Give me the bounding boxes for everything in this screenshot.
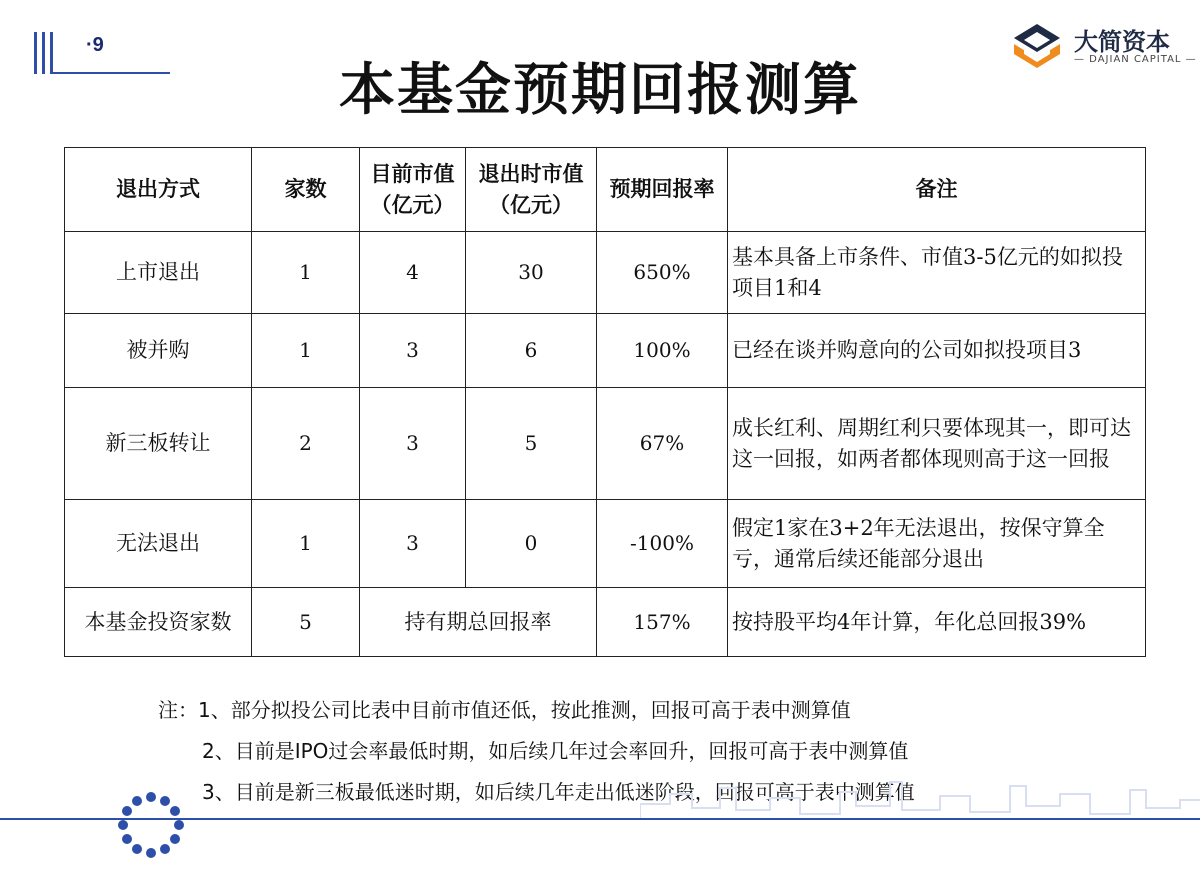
cell-note: 已经在谈并购意向的公司如拟投项目3 xyxy=(728,314,1146,388)
cell-exit: 30 xyxy=(466,232,597,314)
cell-exit: 0 xyxy=(466,500,597,588)
header-current-value xyxy=(360,148,466,232)
cell-exit: 6 xyxy=(466,314,597,388)
cell-exit: 5 xyxy=(466,388,597,500)
table-header-row xyxy=(65,148,1146,232)
skyline-decoration xyxy=(640,770,1200,818)
cell-total-return: 157% xyxy=(597,588,728,657)
page-title: 本基金预期回报测算 xyxy=(339,57,861,123)
table-row xyxy=(65,500,1146,588)
header-current-value-line2: （亿元） xyxy=(370,192,455,217)
cell-method: 新三板转让 xyxy=(65,388,252,500)
cell-total-return-label: 持有期总回报率 xyxy=(360,588,597,657)
table-row xyxy=(65,388,1146,500)
cell-method: 无法退出 xyxy=(65,500,252,588)
cell-method: 被并购 xyxy=(65,314,252,388)
header-exit-value-line2: （亿元） xyxy=(489,192,573,217)
header-exit-value xyxy=(466,148,597,232)
logo-name-cn: 大简资本 xyxy=(1074,28,1170,56)
page-number: ·9 xyxy=(86,34,104,56)
cell-return: -100% xyxy=(597,500,728,588)
returns-table xyxy=(64,147,1146,657)
header-expected-return: 预期回报率 xyxy=(597,148,728,232)
cell-summary-note: 按持股平均4年计算，年化总回报39% xyxy=(728,588,1146,657)
logo-name-en: — DAJIAN CAPITAL — xyxy=(1074,54,1197,65)
header-count: 家数 xyxy=(252,148,360,232)
cell-return: 650% xyxy=(597,232,728,314)
cell-note: 假定1家在3+2年无法退出，按保守算全亏，通常后续还能部分退出 xyxy=(728,500,1146,588)
cell-current: 3 xyxy=(360,500,466,588)
cell-current: 4 xyxy=(360,232,466,314)
cell-return: 100% xyxy=(597,314,728,388)
table-row xyxy=(65,314,1146,388)
table-summary-row xyxy=(65,588,1146,657)
cell-count: 1 xyxy=(252,314,360,388)
header-exit-method: 退出方式 xyxy=(65,148,252,232)
cell-count: 1 xyxy=(252,500,360,588)
table-row xyxy=(65,232,1146,314)
cell-current: 3 xyxy=(360,314,466,388)
cell-summary-count: 5 xyxy=(252,588,360,657)
cell-note: 成长红利、周期红利只要体现其一，即可达这一回报，如两者都体现则高于这一回报 xyxy=(728,388,1146,500)
header-exit-value-line1: 退出时市值 xyxy=(478,162,584,187)
footnote-1: 注：1、部分拟投公司比表中目前市值还低，按此推测，回报可高于表中测算值 xyxy=(158,698,851,722)
cell-count: 2 xyxy=(252,388,360,500)
cell-method: 上市退出 xyxy=(65,232,252,314)
footnote-3: 3、目前是新三板最低迷时期，如后续几年走出低迷阶段，回报可高于表中测算值 xyxy=(202,780,915,804)
cell-note: 基本具备上市条件、市值3-5亿元的如拟投项目1和4 xyxy=(728,232,1146,314)
header-note: 备注 xyxy=(728,148,1146,232)
cell-summary-label: 本基金投资家数 xyxy=(65,588,252,657)
cell-count: 1 xyxy=(252,232,360,314)
cell-return: 67% xyxy=(597,388,728,500)
footnote-2: 2、目前是IPO过会率最低时期，如后续几年过会率回升，回报可高于表中测算值 xyxy=(202,739,909,763)
dot-ring-logo xyxy=(116,790,186,860)
cell-current: 3 xyxy=(360,388,466,500)
header-current-value-line1: 目前市值 xyxy=(370,162,455,187)
